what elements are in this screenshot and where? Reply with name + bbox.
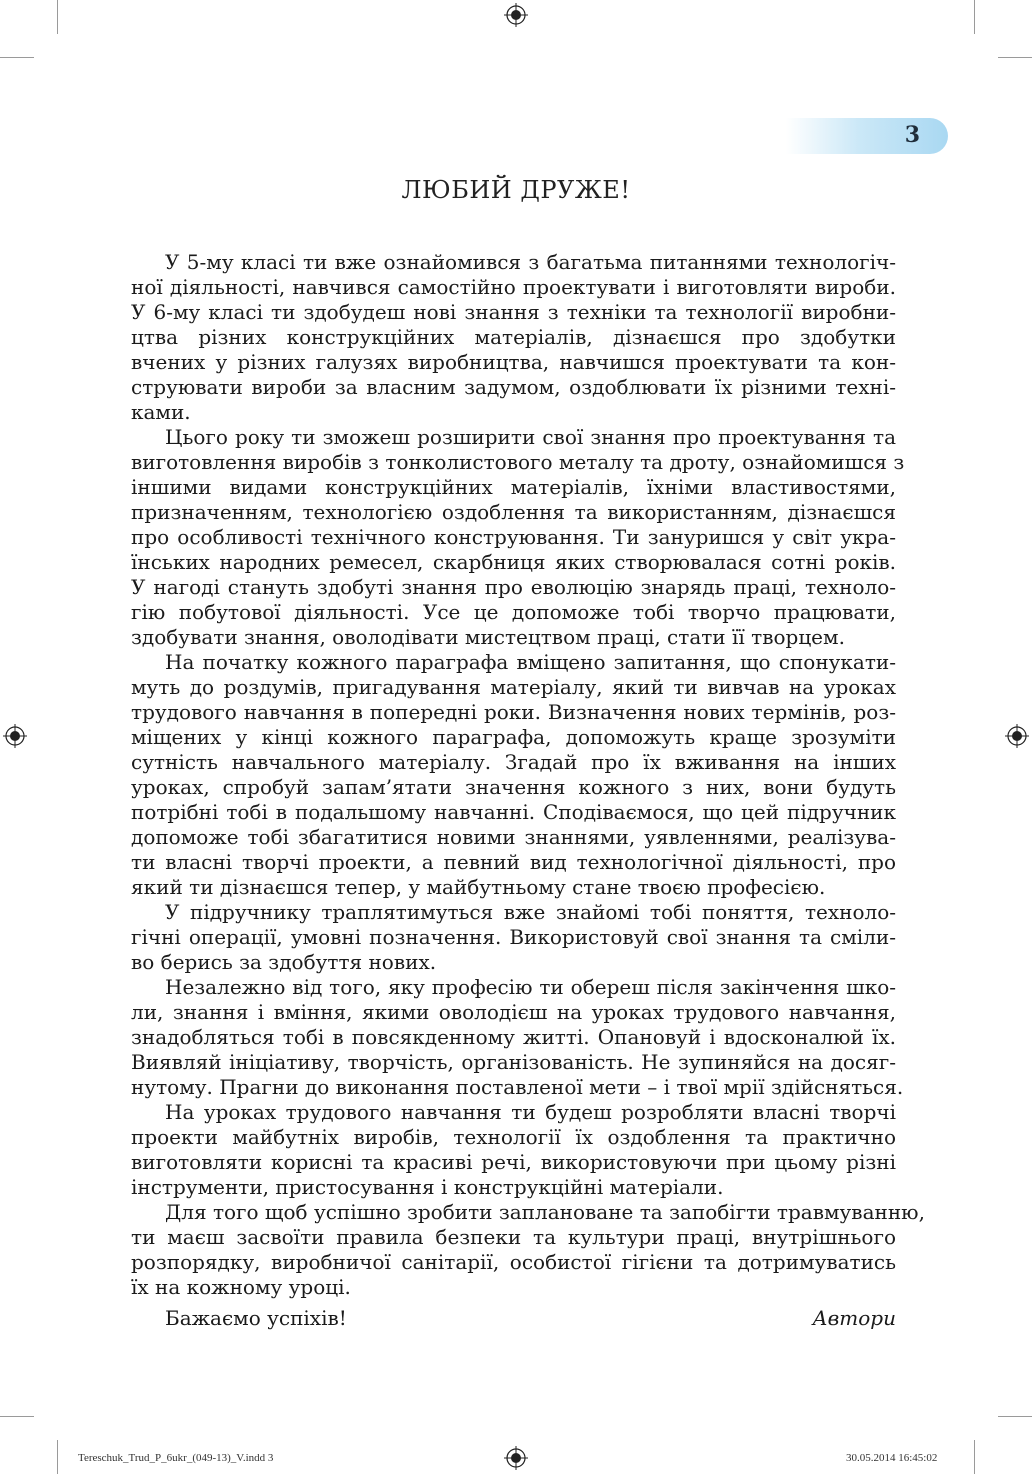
text-line: нутому. Прагни до виконання поставленої мети – і твої мрії здійсняться. — [131, 1075, 904, 1099]
page-number-tab — [786, 118, 948, 154]
text-line: здобувати знання, оволодівати мистецтвом праці, стати її творцем. — [131, 625, 845, 649]
text-line: гічні операції, умовні позначення. Використовуй свої знання та сміли- — [131, 925, 896, 949]
registration-mark-icon — [1005, 724, 1029, 748]
text-line: У підручнику траплятимуться вже знайомі тобі поняття, техноло- — [165, 900, 896, 924]
text-line: во берись за здобуття нових. — [131, 950, 437, 974]
text-line: розпорядку, виробничої санітарії, особистої гігієни та дотримуватись — [131, 1250, 896, 1274]
text-line: Цього року ти зможеш розширити свої знання про проектування та — [165, 425, 896, 449]
text-line: про особливості технічного конструювання. Ти зануришся у світ укра- — [131, 525, 896, 549]
text-line: На початку кожного параграфа вміщено запитання, що спонукати- — [165, 650, 896, 674]
text-line: Для того щоб успішно зробити заплановане та запобігти травмуванню, — [165, 1200, 925, 1224]
text-line: виготовляти корисні та красиві речі, використовуючи при цьому різні — [131, 1150, 896, 1174]
page-number: 3 — [904, 122, 920, 148]
text-line: ками. — [131, 400, 191, 424]
text-line: міщених у кінці кожного параграфа, допоможуть краще зрозуміти — [131, 725, 896, 749]
text-line: призначенням, технологією оздоблення та використанням, дізнаєшся — [131, 500, 896, 524]
text-line: трудового навчання в попередні роки. Визначення нових термінів, роз- — [131, 700, 896, 724]
paragraph — [131, 1200, 925, 1300]
text-line: потрібні тобі в подальшому навчанні. Сподіваємося, що цей підручник — [131, 800, 896, 824]
crop-mark — [57, 0, 58, 34]
text-line: ної діяльності, навчився самостійно проектувати і виготовляти вироби. — [131, 275, 896, 299]
paragraph — [131, 975, 904, 1100]
paragraph — [131, 1100, 896, 1200]
registration-mark-icon — [3, 724, 27, 748]
text-line: вчених у різних галузях виробництва, навчишся проектувати та кон- — [131, 350, 896, 374]
crop-mark — [974, 1440, 975, 1474]
text-line: На уроках трудового навчання ти будеш розробляти власні творчі — [165, 1100, 896, 1124]
paragraph — [131, 425, 905, 650]
crop-mark — [974, 0, 975, 34]
crop-mark — [998, 1416, 1032, 1417]
paragraph — [131, 900, 896, 975]
registration-mark-icon — [504, 1446, 528, 1470]
text-line: сутність навчального матеріалу. Згадай про їх вживання на інших — [131, 750, 896, 774]
page-title: ЛЮБИЙ ДРУЖЕ! — [401, 176, 631, 204]
closing — [131, 1306, 896, 1332]
crop-mark — [57, 1440, 58, 1474]
text-line: Незалежно від того, яку професію ти обереш після закінчення шко- — [165, 975, 896, 999]
crop-mark — [998, 57, 1032, 58]
crop-mark — [0, 57, 34, 58]
text-line: У 6-му класі ти здобудеш нові знання з техніки та технології виробни- — [131, 300, 896, 324]
text-line: виготовлення виробів з тонколистового металу та дроту, ознайомишся з — [131, 450, 905, 474]
text-line: ли, знання і вміння, якими оволодієш на уроках трудового навчання, — [131, 1000, 896, 1024]
text-line: який ти дізнаєшся тепер, у майбутньому стане твоєю професією. — [131, 875, 826, 899]
text-line: інструменти, пристосування і конструкційні матеріали. — [131, 1175, 724, 1199]
text-line: їх на кожному уроці. — [131, 1275, 351, 1299]
paragraph — [131, 650, 896, 900]
footer-timestamp: 30.05.2014 16:45:02 — [846, 1452, 938, 1464]
registration-mark-icon — [504, 3, 528, 27]
text-line: струювати вироби за власним задумом, оздоблювати їх різними техні- — [131, 375, 896, 399]
text-line: іншими видами конструкційних матеріалів, їхніми властивостями, — [131, 475, 896, 499]
closing-greeting: Бажаємо успіхів! — [165, 1306, 347, 1330]
text-line: гію побутової діяльності. Усе це допоможе тобі творчо працювати, — [131, 600, 896, 624]
text-line: муть до роздумів, пригадування матеріалу, який ти вивчав на уроках — [131, 675, 896, 699]
text-line: цтва різних конструкційних матеріалів, дізнаєшся про здобутки — [131, 325, 896, 349]
closing-signature: Автори — [812, 1306, 896, 1330]
text-line: проекти майбутніх виробів, технології їх оздоблення та практично — [131, 1125, 896, 1149]
footer-file-name: Tereschuk_Trud_P_6ukr_(049-13)_V.indd 3 — [78, 1452, 274, 1464]
text-line: їнських народних ремесел, скарбниця яких створювалася сотні років. — [131, 550, 896, 574]
text-line: У нагоді стануть здобуті знання про еволюцію знарядь праці, техноло- — [131, 575, 896, 599]
text-line: ти маєш засвоїти правила безпеки та культури праці, внутрішнього — [131, 1225, 896, 1249]
paragraph — [131, 250, 896, 425]
crop-mark — [0, 1416, 34, 1417]
text-line: знадобляться тобі в повсякденному житті. Опановуй і вдосконалюй їх. — [131, 1025, 896, 1049]
text-line: уроках, спробуй запам’ятати значення кожного з них, вони будуть — [131, 775, 896, 799]
text-line: Виявляй ініціативу, творчість, організованість. Не зупиняйся на досяг- — [131, 1050, 896, 1074]
text-line: ти власні творчі проекти, а певний вид технологічної діяльності, про — [131, 850, 896, 874]
text-line: У 5-му класі ти вже ознайомився з багатьма питаннями технологіч- — [165, 250, 896, 274]
text-line: допоможе тобі збагатитися новими знаннями, уявленнями, реалізува- — [131, 825, 896, 849]
body-text — [131, 250, 925, 1300]
